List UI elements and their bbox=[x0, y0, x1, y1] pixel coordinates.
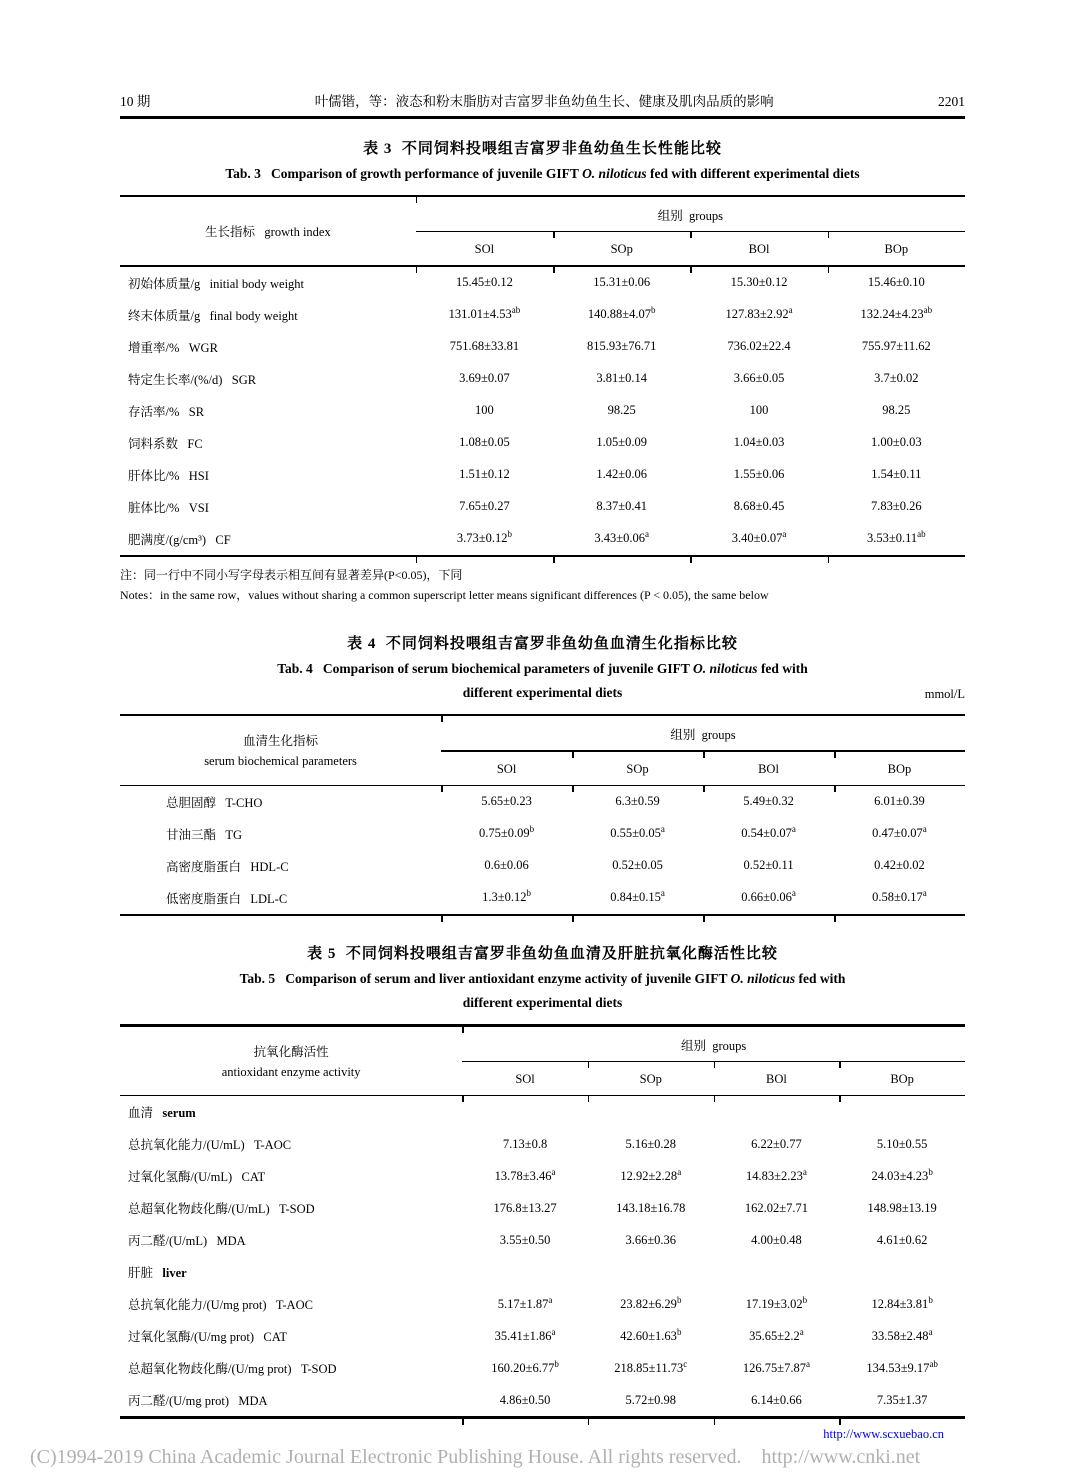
cell-value: 17.19±3.02$^b$ bbox=[745, 1294, 808, 1311]
groups-area bbox=[441, 716, 965, 784]
row-label: 肝体比/% HSI bbox=[128, 468, 209, 483]
cell-value: 8.37±0.41 bbox=[596, 499, 648, 514]
table-head bbox=[120, 197, 965, 265]
unit-label: mmol/L bbox=[924, 686, 965, 701]
cell-value: 1.42±0.06 bbox=[596, 467, 648, 482]
groups-header: 组别 groups bbox=[670, 728, 736, 743]
table-row bbox=[120, 1288, 965, 1320]
cell-value: 6.22±0.77 bbox=[751, 1136, 802, 1151]
cell-value: 3.73±0.12$^b$ bbox=[456, 529, 512, 546]
copyright-text: (C)1994-2019 China Academic Journal Electronic Publishing House. All rights reserved. http://www.cnki.net bbox=[30, 1445, 921, 1468]
table-row bbox=[120, 850, 965, 882]
cell-value: 6.01±0.39 bbox=[874, 794, 925, 809]
table-head bbox=[120, 716, 965, 784]
groups-header: 组别 groups bbox=[680, 1038, 747, 1053]
cell-value: 3.55±0.50 bbox=[499, 1232, 551, 1247]
cell-value: 3.66±0.36 bbox=[625, 1232, 677, 1247]
table4-title-en-line2 bbox=[120, 685, 965, 701]
journal-url-link[interactable]: http://www.scxuebao.cn bbox=[823, 1426, 944, 1441]
col-header: BOp bbox=[884, 242, 909, 257]
title-en-post: fed with different experimental diets bbox=[646, 165, 860, 181]
table-row bbox=[120, 395, 965, 427]
rule-tick bbox=[703, 916, 705, 922]
rule-tick bbox=[834, 752, 836, 758]
cell-value: 4.00±0.48 bbox=[751, 1232, 802, 1247]
cell-value: 5.10±0.55 bbox=[876, 1136, 928, 1151]
issue-label: 10 期 bbox=[120, 94, 151, 109]
table-row bbox=[120, 523, 965, 555]
cell-value: 0.66±0.06$^a$ bbox=[741, 888, 796, 905]
col-header: BOl bbox=[766, 1072, 787, 1087]
cell-value: 3.69±0.07 bbox=[459, 371, 510, 386]
rule-tick bbox=[828, 267, 830, 273]
cell-value: 12.84±3.81$^b$ bbox=[871, 1294, 933, 1311]
table-row bbox=[120, 1352, 965, 1384]
rule-tick bbox=[588, 1096, 590, 1102]
rule-tick bbox=[572, 916, 574, 922]
cell-value: 0.52±0.11 bbox=[743, 858, 794, 873]
cell-value: 13.78±3.46$^a$ bbox=[494, 1166, 556, 1183]
table4-title-cn: 表 4 不同饲料投喂组吉富罗非鱼幼鱼血清生化指标比较 bbox=[347, 635, 738, 652]
rule-tick bbox=[572, 752, 574, 758]
rule-tick bbox=[839, 1419, 841, 1425]
stub-header bbox=[120, 716, 441, 784]
col-header: SOl bbox=[496, 761, 517, 776]
running-title: 叶儒锴，等：液态和粉末脂肪对吉富罗非鱼幼鱼生长、健康及肌肉品质的影响 bbox=[314, 94, 774, 109]
title-en-pre: Tab. 5 Comparison of serum and liver antioxidant enzyme activity of juvenile GIFT bbox=[239, 971, 731, 987]
table-row bbox=[120, 882, 965, 914]
rule-tick bbox=[553, 557, 555, 563]
cell-value: 0.52±0.05 bbox=[612, 858, 663, 873]
cell-value: 4.61±0.62 bbox=[876, 1232, 928, 1247]
row-label: 过氧化氢酶/(U/mL) CAT bbox=[128, 1170, 266, 1185]
rule-tick bbox=[416, 267, 418, 273]
row-label: 增重率/% WGR bbox=[128, 340, 218, 355]
cell-value: 98.25 bbox=[882, 403, 911, 418]
cell-value: 0.6±0.06 bbox=[484, 858, 529, 873]
cell-value: 0.42±0.02 bbox=[874, 858, 925, 873]
cell-value: 100 bbox=[475, 403, 494, 418]
stub-line: 抗氧化酶活性 bbox=[253, 1044, 329, 1059]
row-label: 总超氧化物歧化酶/(U/mL) T-SOD bbox=[128, 1202, 315, 1217]
rule-tick bbox=[690, 232, 692, 238]
table-row bbox=[120, 299, 965, 331]
rule-tick bbox=[441, 916, 443, 922]
col-header: SOl bbox=[515, 1072, 535, 1087]
table-mid-rule bbox=[120, 265, 965, 266]
row-label: 总抗氧化能力/(U/mg prot) T-AOC bbox=[128, 1298, 313, 1313]
table-bottom-rule bbox=[120, 914, 965, 916]
groups-rule bbox=[462, 1061, 965, 1062]
rule-tick bbox=[703, 786, 705, 792]
row-label: 肝脏 liver bbox=[128, 1266, 187, 1281]
cell-value: 132.24±4.23$^{ab}$ bbox=[860, 305, 933, 322]
cell-value: 0.84±0.15$^a$ bbox=[610, 888, 665, 905]
cell-value: 0.75±0.09$^b$ bbox=[479, 824, 535, 841]
cell-value: 15.46±0.10 bbox=[867, 275, 925, 290]
cell-value: 1.05±0.09 bbox=[596, 435, 648, 450]
rule-tick bbox=[703, 752, 705, 758]
row-label: 终末体质量/g final body weight bbox=[128, 308, 298, 323]
row-label: 过氧化氢酶/(U/mg prot) CAT bbox=[128, 1330, 288, 1345]
title-en-pre: Tab. 4 Comparison of serum biochemical parameters of juvenile GIFT bbox=[277, 660, 694, 676]
cell-value: 3.81±0.14 bbox=[596, 371, 648, 386]
groups-rule bbox=[416, 231, 965, 232]
table-row bbox=[120, 331, 965, 363]
cell-value: 7.13±0.8 bbox=[502, 1136, 548, 1151]
col-header: SOl bbox=[474, 242, 495, 257]
cell-value: 35.41±1.86$^a$ bbox=[494, 1326, 556, 1343]
col-header: BOl bbox=[748, 242, 770, 257]
cell-value: 131.01±4.53$^{ab}$ bbox=[448, 305, 521, 322]
table-head bbox=[120, 1027, 965, 1095]
table5-title-en bbox=[120, 971, 965, 987]
table-bottom-rule bbox=[120, 1416, 965, 1418]
cell-value: 3.53±0.11$^{ab}$ bbox=[867, 529, 926, 546]
cell-value: 24.03±4.23$^b$ bbox=[871, 1166, 933, 1183]
table-row bbox=[120, 786, 965, 818]
table-body bbox=[120, 1096, 965, 1416]
cell-value: 143.18±16.78 bbox=[616, 1200, 686, 1215]
cell-value: 134.53±9.17$^{ab}$ bbox=[866, 1358, 938, 1375]
cell-value: 98.25 bbox=[607, 403, 636, 418]
row-label: 总超氧化物歧化酶/(U/mg prot) T-SOD bbox=[128, 1362, 337, 1377]
col-header: SOp bbox=[639, 1072, 662, 1087]
rule-tick bbox=[690, 267, 692, 273]
cell-value: 5.72±0.98 bbox=[625, 1392, 677, 1407]
page-header bbox=[120, 0, 965, 110]
rule-tick bbox=[588, 1062, 590, 1068]
title-en-pre: Tab. 3 Comparison of growth performance of juvenile GIFT bbox=[225, 165, 583, 181]
table-row bbox=[120, 1224, 965, 1256]
cell-value: 15.45±0.12 bbox=[455, 275, 513, 290]
cell-value: 140.88±4.07$^b$ bbox=[587, 305, 656, 322]
rule-tick bbox=[714, 1419, 716, 1425]
stub-line: 血清生化指标 bbox=[243, 734, 319, 749]
cell-value: 815.93±76.71 bbox=[587, 339, 657, 354]
note-line-cn: 注：同一行中不同小写字母表示相互间有显著差异(P<0.05)，下同 bbox=[120, 568, 463, 583]
stub-line: antioxidant enzyme activity bbox=[221, 1064, 361, 1079]
col-header: BOp bbox=[887, 761, 912, 776]
stub-line: 生长指标 growth index bbox=[205, 225, 331, 240]
cell-value: 1.55±0.06 bbox=[733, 467, 785, 482]
table-row bbox=[120, 491, 965, 523]
stub-header bbox=[120, 197, 416, 265]
cell-value: 162.02±7.71 bbox=[744, 1200, 808, 1215]
cell-value: 1.3±0.12$^b$ bbox=[482, 888, 532, 905]
cell-value: 3.43±0.06$^a$ bbox=[594, 529, 650, 546]
table3-notes bbox=[120, 566, 965, 606]
row-label: 甘油三酯 TG bbox=[166, 827, 243, 842]
rule-tick bbox=[714, 1096, 716, 1102]
table3-section bbox=[120, 137, 965, 606]
cell-value: 148.98±13.19 bbox=[867, 1200, 937, 1215]
cell-value: 8.68±0.45 bbox=[733, 499, 785, 514]
rule-tick bbox=[416, 557, 418, 563]
row-label: 脏体比/% VSI bbox=[128, 500, 209, 515]
col-header: SOp bbox=[626, 761, 649, 776]
cell-value: 1.08±0.05 bbox=[459, 435, 510, 450]
cell-value: 3.7±0.02 bbox=[874, 371, 919, 386]
cell-value: 0.54±0.07$^a$ bbox=[741, 824, 796, 841]
table-top-rule bbox=[120, 1024, 965, 1026]
groups-area bbox=[416, 197, 965, 265]
table3-title-en bbox=[120, 166, 965, 182]
page-sheet bbox=[120, 0, 965, 1419]
rule-tick bbox=[462, 1096, 464, 1102]
rule-tick bbox=[553, 267, 555, 273]
table5-title-en-line2 bbox=[120, 995, 965, 1011]
table-body bbox=[120, 786, 965, 914]
table-row bbox=[120, 1320, 965, 1352]
stub-header bbox=[120, 1027, 462, 1095]
rule-tick bbox=[462, 1419, 464, 1425]
cell-value: 751.68±33.81 bbox=[449, 339, 520, 354]
row-label: 总胆固醇 T-CHO bbox=[166, 795, 263, 810]
section-row bbox=[120, 1256, 965, 1288]
table-row bbox=[120, 427, 965, 459]
cell-value: 5.65±0.23 bbox=[481, 794, 532, 809]
row-label: 高密度脂蛋白 HDL-C bbox=[166, 859, 289, 874]
cell-value: 6.14±0.66 bbox=[751, 1392, 802, 1407]
cell-value: 7.35±1.37 bbox=[876, 1392, 928, 1407]
cell-value: 15.31±0.06 bbox=[593, 275, 651, 290]
rule-tick bbox=[441, 716, 443, 722]
table5-section bbox=[120, 942, 965, 1419]
table5-grid bbox=[120, 1024, 965, 1419]
cell-value: 5.49±0.32 bbox=[743, 794, 794, 809]
rule-tick bbox=[834, 786, 836, 792]
note-line-en: Notes：in the same row，values without sharing a common superscript letter means significant differences (P < 0.05), the same below bbox=[120, 587, 769, 602]
cell-value: 0.55±0.05$^a$ bbox=[610, 824, 665, 841]
cell-value: 126.75±7.87$^a$ bbox=[742, 1358, 810, 1375]
table-mid-rule bbox=[120, 785, 965, 786]
table4-title-en bbox=[120, 661, 965, 677]
table3-grid bbox=[120, 195, 965, 558]
page-footer bbox=[0, 1427, 1084, 1469]
cell-value: 100 bbox=[749, 403, 769, 418]
groups-area bbox=[462, 1027, 965, 1095]
table-row bbox=[120, 363, 965, 395]
cell-value: 1.54±0.11 bbox=[871, 467, 922, 482]
cell-value: 0.47±0.07$^a$ bbox=[872, 824, 927, 841]
table5-title-cn: 表 5 不同饲料投喂组吉富罗非鱼幼鱼血清及肝脏抗氧化酶活性比较 bbox=[307, 946, 778, 963]
table-row bbox=[120, 818, 965, 850]
row-label: 初始体质量/g initial body weight bbox=[128, 276, 305, 291]
table4-grid bbox=[120, 714, 965, 917]
row-label: 存活率/% SR bbox=[128, 404, 205, 419]
cell-value: 5.16±0.28 bbox=[625, 1136, 677, 1151]
cell-value: 5.17±1.87$^a$ bbox=[497, 1294, 553, 1311]
cell-value: 15.30±0.12 bbox=[730, 275, 788, 290]
rule-tick bbox=[839, 1096, 841, 1102]
table-row bbox=[120, 1160, 965, 1192]
rule-tick bbox=[828, 557, 830, 563]
rule-tick bbox=[714, 1062, 716, 1068]
table-bottom-rule bbox=[120, 555, 965, 557]
cell-value: 736.02±22.4 bbox=[727, 339, 791, 354]
cell-value: 0.58±0.17$^a$ bbox=[872, 888, 927, 905]
cell-value: 4.86±0.50 bbox=[499, 1392, 551, 1407]
table-row bbox=[120, 459, 965, 491]
table3-title-cn: 表 3 不同饲料投喂组吉富罗非鱼幼鱼生长性能比较 bbox=[363, 140, 722, 157]
cell-value: 6.3±0.59 bbox=[615, 794, 660, 809]
rule-tick bbox=[834, 916, 836, 922]
cell-value: 1.00±0.03 bbox=[871, 435, 922, 450]
cell-value: 1.04±0.03 bbox=[733, 435, 785, 450]
title-en-line2-text: different experimental diets bbox=[462, 684, 623, 700]
row-label: 血清 serum bbox=[128, 1106, 196, 1121]
cell-value: 42.60±1.63$^b$ bbox=[620, 1326, 682, 1343]
species-name-italic: O. niloticus bbox=[582, 165, 647, 181]
table-top-rule bbox=[120, 195, 965, 197]
cell-value: 3.40±0.07$^a$ bbox=[731, 529, 787, 546]
title-en-line2-text: different experimental diets bbox=[462, 995, 623, 1011]
rule-tick bbox=[553, 232, 555, 238]
cell-value: 3.66±0.05 bbox=[733, 371, 785, 386]
rule-tick bbox=[416, 197, 418, 203]
col-header: BOl bbox=[758, 761, 779, 776]
cell-value: 127.83±2.92$^a$ bbox=[725, 305, 793, 322]
cell-value: 7.83±0.26 bbox=[871, 499, 922, 514]
cell-value: 1.51±0.12 bbox=[459, 467, 510, 482]
groups-rule bbox=[441, 750, 965, 751]
groups-header: 组别 groups bbox=[657, 208, 724, 223]
col-header: BOp bbox=[890, 1072, 914, 1087]
cell-value: 35.65±2.2$^a$ bbox=[749, 1326, 804, 1343]
rule-tick bbox=[839, 1062, 841, 1068]
section-row bbox=[120, 1096, 965, 1128]
row-label: 饲料系数 FC bbox=[128, 436, 203, 451]
cell-value: 160.20±6.77$^b$ bbox=[491, 1358, 559, 1375]
cell-value: 12.92±2.28$^a$ bbox=[620, 1166, 682, 1183]
row-label: 肥满度/(g/cm³) CF bbox=[128, 532, 231, 547]
page-number: 2201 bbox=[938, 94, 965, 109]
table-row bbox=[120, 1128, 965, 1160]
table4-section bbox=[120, 632, 965, 917]
stub-line: serum biochemical parameters bbox=[204, 754, 357, 769]
row-label: 低密度脂蛋白 LDL-C bbox=[166, 891, 288, 906]
cell-value: 23.82±6.29$^b$ bbox=[620, 1294, 682, 1311]
rule-tick bbox=[441, 786, 443, 792]
table-row bbox=[120, 1192, 965, 1224]
row-label: 总抗氧化能力/(U/mL) T-AOC bbox=[128, 1138, 292, 1153]
row-label: 丙二醛/(U/mL) MDA bbox=[128, 1234, 246, 1249]
rule-tick bbox=[588, 1419, 590, 1425]
rule-tick bbox=[690, 557, 692, 563]
species-name-italic: O. niloticus bbox=[693, 660, 758, 676]
row-label: 特定生长率/(%/d) SGR bbox=[128, 372, 257, 387]
title-en-post: fed with bbox=[757, 660, 808, 676]
table-top-rule bbox=[120, 714, 965, 716]
row-label: 丙二醛/(U/mg prot) MDA bbox=[128, 1394, 268, 1409]
cell-value: 33.58±2.48$^a$ bbox=[871, 1326, 933, 1343]
table-body bbox=[120, 267, 965, 555]
species-name-italic: O. niloticus bbox=[730, 971, 796, 987]
cell-value: 755.97±11.62 bbox=[861, 339, 931, 354]
col-header: SOp bbox=[610, 242, 633, 257]
rule-tick bbox=[828, 232, 830, 238]
table-row bbox=[120, 1384, 965, 1416]
title-en-post: fed with bbox=[795, 971, 846, 987]
rule-tick bbox=[462, 1027, 464, 1033]
cell-value: 14.83±2.23$^a$ bbox=[746, 1166, 807, 1183]
cell-value: 7.65±0.27 bbox=[459, 499, 510, 514]
cell-value: 218.85±11.73$^c$ bbox=[614, 1358, 688, 1375]
cell-value: 176.8±13.27 bbox=[493, 1200, 557, 1215]
header-rule bbox=[120, 116, 965, 119]
rule-tick bbox=[572, 786, 574, 792]
table-mid-rule bbox=[120, 1095, 965, 1096]
table-row bbox=[120, 267, 965, 299]
